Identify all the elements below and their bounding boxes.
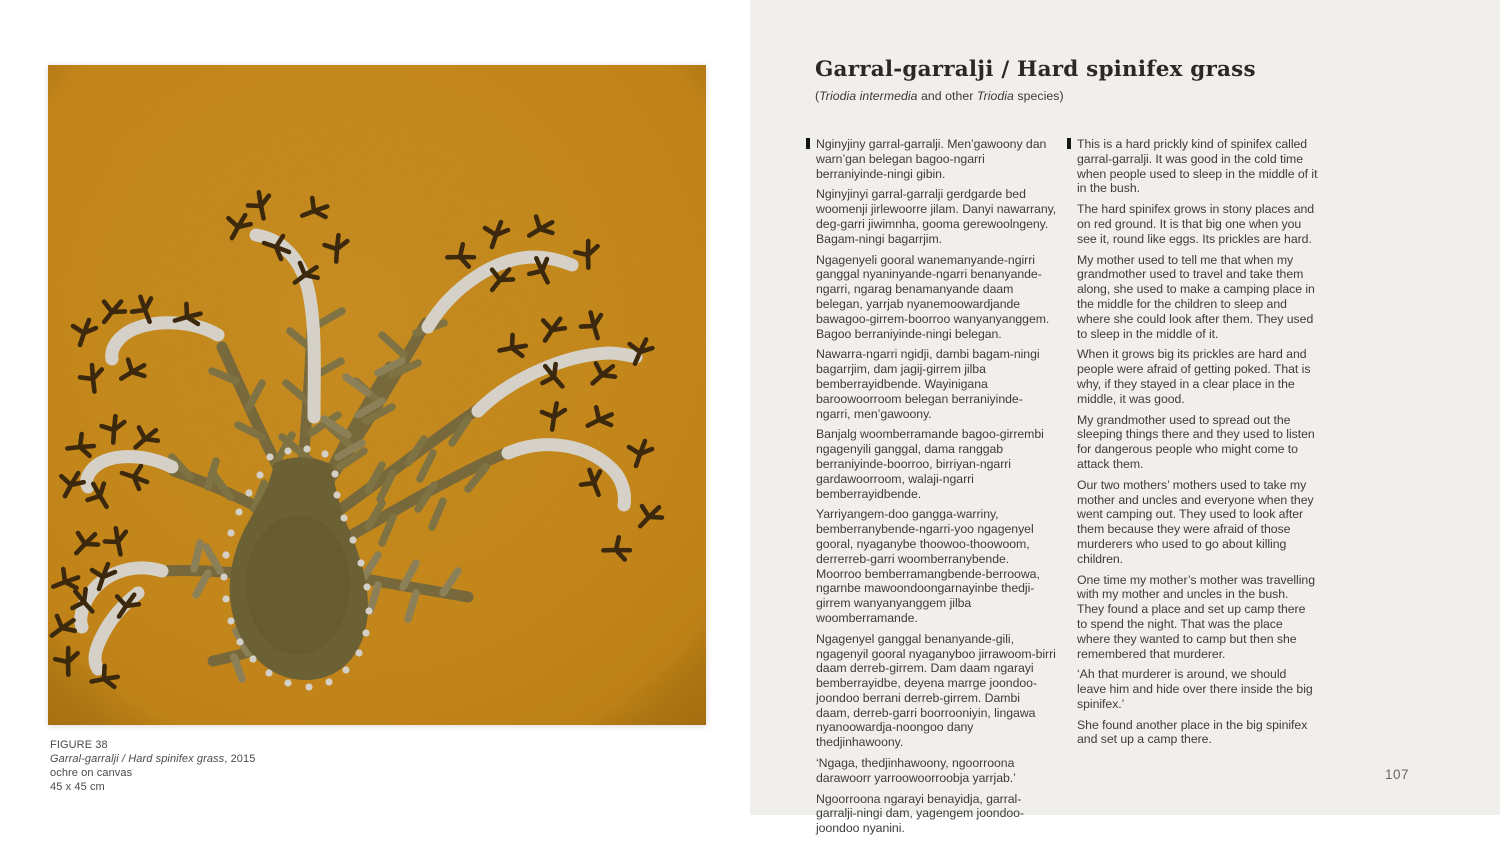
left-book-page xyxy=(0,0,750,815)
paragraph-start-marker xyxy=(806,138,810,149)
artwork-dimensions: 45 x 45 cm xyxy=(50,781,105,793)
paragraph: When it grows big its prickles are hard and people were afraid of getting poked. That is why, if they stayed in a clear place in the middle, it was good. xyxy=(1077,347,1311,406)
paragraph: Nginyjinyi garral-garralji gerdgarde bed woomenji jirlewoorre jilam. Danyi nawarrany, deg-garri jiwimnha, gooma gerewoolngeny. Bagam-ningi bagarrjim. xyxy=(816,187,1057,246)
paragraph: Nginyjiny garral-garralji. Men’gawoony dan warn’gan belegan bagoo-ngarri berraniyinde-ningi gibin. xyxy=(816,137,1057,181)
text-fragment: and other xyxy=(917,89,977,103)
paragraph: Ngagenyel ganggal benanyande-gili, ngagenyil gooral nyaganyboo jirrawoom-birri daam derreb-girrem. Dam daam ngarayi bemberrayidbe, deyena marrge joondoo-joondoo berrani derreb-girrem. Dambi daam, derreb-garri boorrooniyin, lingawa nyanoowardja-noongoo dany thedjinhawoony. xyxy=(816,631,1056,750)
paragraph: The hard spinifex grows in stony places and on red ground. It is that big one when you see it, round like eggs. Its prickles are hard. xyxy=(1077,202,1315,246)
page-title: Garral-garralji / Hard spinifex grass xyxy=(815,57,1256,82)
spinifex-painting xyxy=(48,65,706,725)
paragraph: Nawarra-ngarri ngidji, dambi bagam-ningi bagarrjim, dam jagij-girrem jilba bemberrayidbende. Wayinigana baroowoorroom belegan berraniyinde-ngarri, men’gawoony. xyxy=(816,347,1040,421)
column-gija-language xyxy=(816,137,1057,842)
text-fragment: Triodia xyxy=(976,89,1014,103)
column-english-translation xyxy=(1077,137,1318,842)
paragraph: Ngoorroona ngarayi benayidja, garral-garralji-ningi dam, yagengem joondoo-joondoo nyanini. xyxy=(816,791,1025,836)
paragraph: Banjalg woomberramande bagoo-girrembi ngagenyili ganggal, dama ranggab berraniyinde-boorroo, birriyan-ngarri gardawoorroom, walaji-ngarri bemberrayidbende. xyxy=(816,427,1044,501)
species-subtitle xyxy=(815,89,1064,103)
paragraph: One time my mother’s mother was travelling with my mother and uncles in the bush. They found a place and set up camp there to spend the night. That was the place where they wanted to camp but then she remembered that murderer. xyxy=(1077,572,1316,661)
text-fragment: Triodia intermedia xyxy=(819,89,918,103)
paragraph: ‘Ah that murderer is around, we should leave him and hide over there inside the big spinifex.’ xyxy=(1077,667,1313,711)
artwork-medium: ochre on canvas xyxy=(50,767,133,779)
page-number: 107 xyxy=(1385,767,1410,782)
text-fragment: , 2015 xyxy=(224,753,256,765)
paragraph: My mother used to tell me that when my grandmother used to travel and take them along, she used to make a camping place in the middle for the children to sleep and where she could look after them. They used to sleep in the middle of it. xyxy=(1077,252,1315,341)
figure-label: FIGURE 38 xyxy=(50,739,108,751)
paragraph: Yarriyangem-doo gangga-warriny, bemberranybende-ngarri-yoo ngagenyel gooral, nyaganybe thoowoo-thoowoom, derrerreb-garri woomberranybende. Moorroo bemberramangbende-berroowa, ngarnbe mawoondoongarnayinbe thedji-girrem wanyanyanggem jilba woomberramande. xyxy=(816,507,1040,625)
paragraph: ‘Ngaga, thedjinhawoony, ngoorroona darawoorr yarroowoorroobja yarrjab.’ xyxy=(816,756,1016,785)
figure-caption xyxy=(50,738,255,794)
artwork-title xyxy=(50,752,255,766)
paragraph: Our two mothers’ mothers used to take my mother and uncles and everyone when they went camping out. They used to look after them because they were afraid of those murderers who used to go about killing children. xyxy=(1077,477,1314,566)
right-book-page xyxy=(750,0,1500,836)
spinifex-painting-canvas xyxy=(48,65,706,725)
paragraph: This is a hard prickly kind of spinifex called garral-garralji. It was good in the cold time when people used to sleep in the middle of it in the bush. xyxy=(1077,137,1318,196)
text-fragment: species) xyxy=(1013,89,1064,103)
text-fragment: ( xyxy=(815,89,820,103)
paragraph: Ngagenyeli gooral wanemanyande-ngirri ganggal nyaninyande-ngarri benanyande-ngarri, ngarag benamanyande daam belegan, yarrjab nyanemoowardjande bawagoo-girrem-boorroo wanyanyanggem. Bagoo berraniyinde-ningi belegan. xyxy=(816,252,1050,341)
text-columns xyxy=(816,137,1318,842)
paragraph-start-marker xyxy=(1067,138,1071,149)
paragraph: My grandmother used to spread out the sleeping things there and they used to listen for dangerous people who might come to attack them. xyxy=(1077,412,1315,471)
paragraph: She found another place in the big spinifex and set up a camp there. xyxy=(1077,717,1308,747)
text-fragment: Garral-garralji / Hard spinifex grass xyxy=(50,753,225,765)
